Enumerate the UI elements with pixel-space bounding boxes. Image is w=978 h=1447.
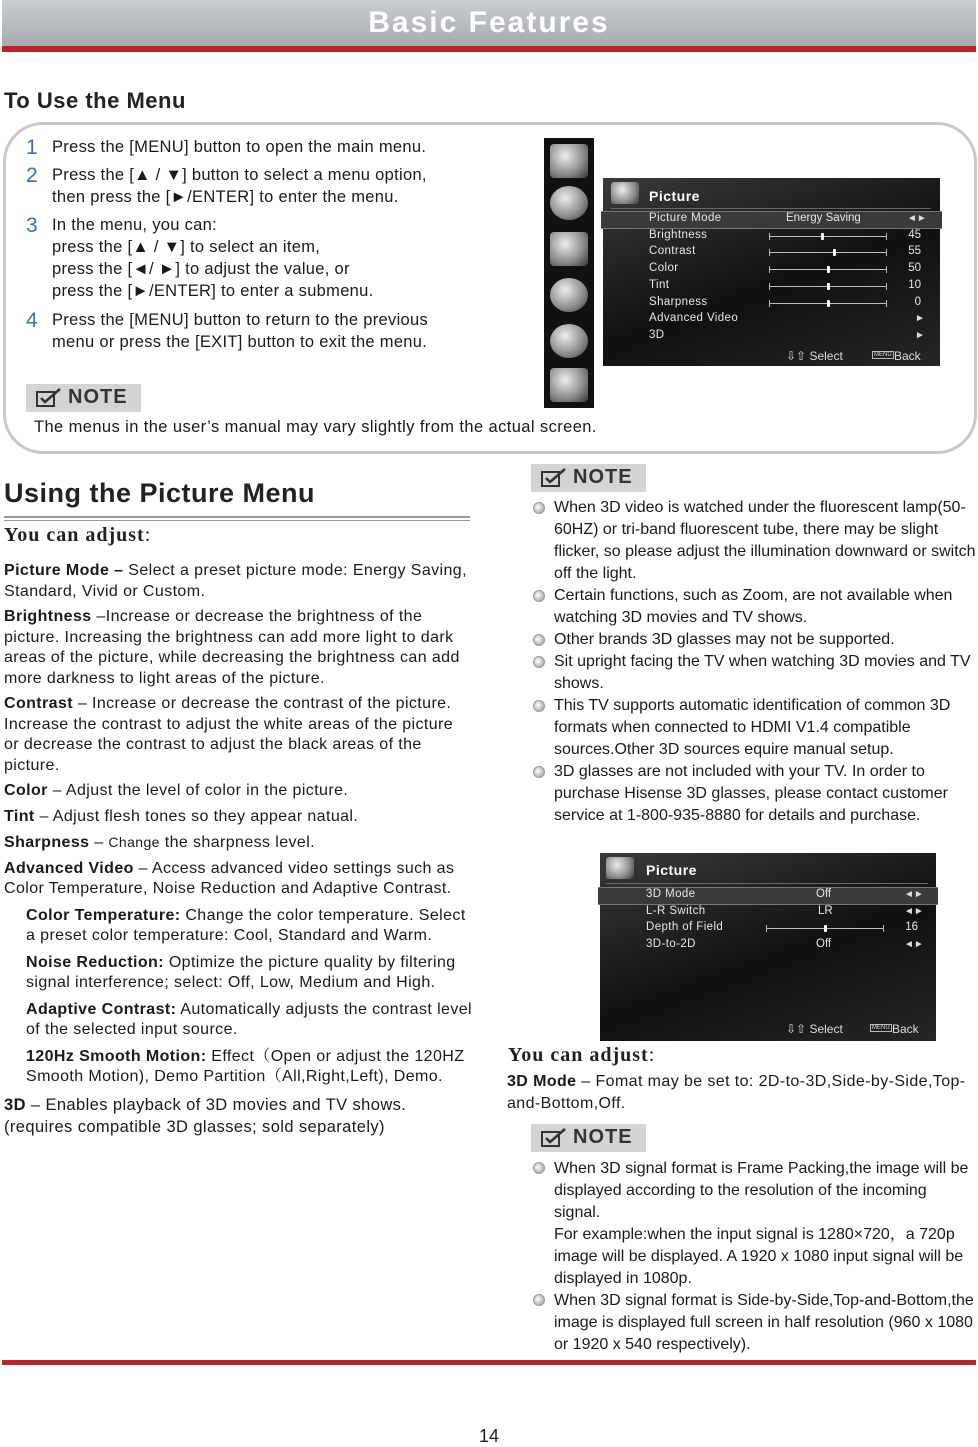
note-item: [530, 1290, 974, 1356]
desc: Change the color temperature. Select a preset color temperature: Cool, Standard and Warm.: [26, 906, 466, 944]
term: Picture Mode: [4, 562, 110, 579]
osd-row-value: 10: [908, 278, 921, 291]
step-line: press the [◄/ ►] to adjust the value, or: [52, 260, 350, 278]
step-line: menu or press the [EXIT] button to exit the menu.: [52, 333, 428, 351]
osd-row-label[interactable]: Picture Mode: [649, 212, 722, 224]
picture-icon: [606, 857, 634, 879]
desc: Increase or decrease the brightness of the picture. Increasing the brightness can add more light to dark areas of the picture, while decreasing the brightness can add more darkness to light areas of the picture.: [4, 608, 460, 687]
desc: Adjust flesh tones so they appear natual.: [52, 807, 359, 825]
sep: –: [91, 608, 106, 625]
item-tint: [4, 807, 472, 828]
note-text: Certain functions, such as Zoom, are not available when watching 3D movies and TV shows.: [554, 587, 953, 626]
osd-row-label[interactable]: Contrast: [649, 245, 696, 258]
step-line: Press the [MENU] button to return to the previous: [52, 311, 429, 329]
note-check-icon: [541, 1128, 567, 1148]
osd-slider[interactable]: [769, 236, 887, 237]
step-line: In the menu, you can:: [52, 216, 217, 234]
subitem-noise-reduction: [26, 953, 472, 994]
back-label: Back: [894, 349, 921, 363]
step-line: press the [▲ / ▼] to select an item,: [52, 238, 321, 256]
term: Color: [4, 782, 48, 799]
you-can-adjust: [508, 1044, 655, 1067]
desc: Access advanced video settings such as Color Temperature, Noise Reduction and Adaptive Contrast.: [4, 859, 455, 897]
back-label: Back: [892, 1022, 919, 1036]
osd-row-value: LR: [818, 904, 833, 917]
step-text: [52, 136, 426, 158]
note-item: [530, 695, 976, 761]
page-header-title: Basic Features: [368, 6, 610, 39]
left-right-arrows-icon[interactable]: ◄►: [904, 939, 924, 951]
note-item: [530, 1158, 974, 1290]
bullet-icon: [533, 656, 545, 668]
desc-small: Change: [108, 834, 160, 850]
step-text: [52, 164, 427, 208]
left-right-arrows-icon[interactable]: ◄►: [904, 905, 924, 917]
osd-row-value: 0: [914, 295, 921, 308]
bullet-icon: [533, 766, 545, 778]
subitem-color-temperature: [26, 906, 472, 947]
osd-divider: [611, 208, 931, 209]
desc: Select a preset picture mode: Energy Saving, Standard, Vivid or Custom.: [4, 562, 467, 600]
step-line: then press the [►/ENTER] to enter the menu.: [52, 188, 399, 206]
term: 3D Mode: [507, 1073, 577, 1090]
note-item: [530, 497, 976, 585]
picture-icon: [611, 182, 639, 204]
item-advanced-video: [4, 859, 472, 900]
note-list-3d: [530, 497, 976, 827]
item-3d-mode: [507, 1071, 973, 1115]
term: Noise Reduction:: [26, 953, 164, 971]
osd-slider[interactable]: [769, 269, 887, 270]
osd-row-label[interactable]: L-R Switch: [646, 904, 706, 917]
lock-icon: [550, 368, 588, 402]
note-item: [530, 585, 976, 629]
item-3d: [4, 1094, 472, 1138]
network-icon: [550, 278, 588, 312]
osd-row-value: Off: [816, 888, 832, 900]
sound-icon: [550, 186, 588, 220]
sep: –: [576, 1073, 596, 1090]
note-text: The menus in the user’s manual may vary slightly from the actual screen.: [34, 418, 597, 436]
osd-slider[interactable]: [766, 928, 884, 929]
picture-menu-items: [4, 561, 472, 1138]
osd-row-label[interactable]: 3D: [649, 328, 665, 341]
bullet-icon: [533, 1162, 545, 1174]
osd-3d-menu: [600, 853, 936, 1041]
sep: –: [72, 695, 92, 712]
note-check-icon: [541, 468, 567, 488]
menu-key-icon: MENU: [872, 1025, 890, 1031]
note-text: Sit upright facing the TV when watching 3D movies and TV shows.: [554, 653, 971, 692]
desc: Adjust the level of color in the picture.: [65, 782, 349, 799]
sep: –: [34, 807, 53, 825]
desc: Enables playback of 3D movies and TV shows. (requires compatible 3D glasses; sold separately): [4, 1095, 407, 1136]
colon: :: [144, 524, 152, 546]
slider-knob[interactable]: [827, 300, 830, 307]
osd-row-label[interactable]: Sharpness: [649, 295, 708, 308]
osd-row-value: Off: [816, 938, 832, 951]
note-label: NOTE: [573, 1126, 633, 1148]
step-line: Press the [▲ / ▼] button to select a menu option,: [52, 166, 427, 184]
desc: Increase or decrease the contrast of the picture. Increase the contrast to adjust the white areas of the picture or decrease the contrast to adjust the black areas of the picture.: [4, 695, 454, 774]
note-list-format: [530, 1158, 974, 1356]
note-text: When 3D signal format is Side-by-Side,Top-and-Bottom,the image is displayed full screen in half resolution (960 x 1080 or 1920 x 540 respectively).: [554, 1292, 974, 1353]
left-right-arrows-icon[interactable]: ◄►: [904, 889, 924, 900]
osd-row-label[interactable]: Depth of Field: [646, 921, 724, 934]
header-divider: [2, 46, 976, 52]
osd-title: Picture: [649, 188, 700, 204]
desc: the sharpness level.: [159, 834, 316, 851]
sep: –: [47, 782, 66, 799]
bullet-icon: [533, 700, 545, 712]
note-check-icon: [36, 388, 62, 408]
osd-slider[interactable]: [769, 252, 887, 253]
osd-select-hint: ⇩⇧ Select: [786, 1022, 843, 1036]
term: 120Hz Smooth Motion:: [26, 1047, 207, 1065]
osd-row-value: 50: [908, 262, 921, 275]
osd-row-label[interactable]: 3D Mode: [646, 888, 696, 900]
picture-icon: [550, 144, 588, 178]
osd-row-value: 55: [908, 245, 921, 258]
note-text: Other brands 3D glasses may not be supported.: [554, 631, 895, 648]
osd-divider: [606, 883, 928, 884]
step-line: Press the [MENU] button to open the main menu.: [52, 138, 427, 156]
term: Tint: [4, 807, 35, 825]
select-label: Select: [809, 1022, 843, 1036]
osd-slider[interactable]: [769, 303, 887, 304]
note-badge: [531, 464, 646, 492]
step-line: press the [►/ENTER] to enter a submenu.: [52, 282, 374, 300]
channel-icon: [550, 232, 588, 266]
osd-row-value: Energy Saving: [786, 212, 861, 224]
section-title-use-menu: To Use the Menu: [4, 88, 186, 113]
term: Color Temperature:: [26, 906, 181, 924]
note-example: For example:when the input signal is 1280×720，a 720p image will be displayed. A 1920 x 1080 input signal will be displayed in 1080p.: [554, 1226, 964, 1287]
sep: –: [89, 834, 109, 851]
bullet-icon: [533, 1294, 545, 1306]
advanced-subitems: [4, 906, 472, 1088]
osd-slider[interactable]: [769, 286, 887, 287]
bullet-icon: [533, 502, 545, 514]
osd-row-value: 45: [908, 228, 921, 241]
sep: –: [25, 1095, 46, 1114]
desc: Automatically adjusts the contrast level of the selected input source.: [26, 1000, 472, 1038]
note-item: [530, 629, 976, 651]
slider-knob[interactable]: [827, 266, 830, 273]
osd-row-label[interactable]: Advanced Video: [649, 312, 739, 325]
term: Adaptive Contrast:: [26, 1000, 177, 1018]
section-rule: [4, 516, 470, 518]
section-title-picture-menu: Using the Picture Menu: [4, 478, 316, 508]
note-badge: [531, 1124, 646, 1152]
slider-knob[interactable]: [824, 925, 827, 932]
step-number: 4: [26, 309, 38, 332]
note-text: When 3D signal format is Frame Packing,the image will be displayed according to the resolution of the incoming signal.: [554, 1160, 969, 1221]
subitem-adaptive-contrast: [26, 1000, 472, 1041]
step-number: 1: [26, 136, 38, 159]
note-text: When 3D video is watched under the fluorescent lamp(50-60HZ) or tri-band fluorescent tube, there may be slight flicker, so please adjust the illumination downward or switch off the light.: [554, 499, 976, 582]
you-can-adjust-label: You can adjust: [4, 524, 145, 546]
colon: :: [648, 1044, 656, 1066]
left-right-arrows-icon[interactable]: ◄►: [907, 213, 927, 224]
note-label: NOTE: [573, 466, 633, 488]
settings-gear-icon: [550, 324, 588, 358]
item-brightness: [4, 607, 472, 689]
sep: –: [133, 859, 152, 877]
bullet-icon: [533, 634, 545, 646]
osd-title: Picture: [646, 862, 697, 878]
menu-sidebar: [544, 138, 594, 408]
step-text: [52, 214, 374, 302]
term: 3D: [4, 1095, 26, 1114]
item-contrast: [4, 694, 472, 776]
menu-key-icon: MENU: [874, 352, 892, 358]
you-can-adjust-label: You can adjust: [508, 1044, 649, 1066]
note-badge: [26, 384, 141, 412]
you-can-adjust: [4, 524, 151, 547]
osd-row-label[interactable]: Brightness: [649, 228, 708, 241]
osd-row-label[interactable]: 3D-to-2D: [646, 938, 696, 951]
bullet-icon: [533, 590, 545, 602]
slider-knob[interactable]: [833, 249, 836, 256]
submenu-arrow-icon[interactable]: ►: [915, 313, 925, 325]
step-number: 3: [26, 214, 38, 237]
desc: Fomat may be set to: 2D-to-3D,Side-by-Side,Top-and-Bottom,Off.: [507, 1073, 966, 1112]
subitem-smooth-motion: [26, 1047, 472, 1088]
step-text: [52, 309, 428, 353]
step-number: 2: [26, 164, 38, 187]
submenu-arrow-icon[interactable]: ►: [915, 329, 925, 341]
select-label: Select: [809, 349, 843, 363]
desc: Optimize the picture quality by filtering signal interference; select: Off, Low, Medium and High.: [26, 953, 456, 991]
osd-row-value: 16: [905, 921, 918, 934]
term: Sharpness: [4, 834, 90, 851]
item-color: [4, 781, 472, 802]
desc: Effect（Open or adjust the 120HZ Smooth Motion), Demo Partition（All,Right,Left), Demo.: [26, 1047, 465, 1085]
sep: –: [109, 562, 129, 579]
term: Contrast: [4, 695, 73, 712]
osd-row-label[interactable]: Color: [649, 262, 679, 275]
note-item: [530, 761, 976, 827]
slider-knob[interactable]: [827, 283, 830, 290]
note-text: This TV supports automatic identification of common 3D formats when connected to HDMI V1.4 compatible sources.Other 3D sources equire manual setup.: [554, 697, 951, 758]
page-number: 14: [478, 1426, 500, 1446]
section-rule: [4, 520, 470, 521]
slider-knob[interactable]: [821, 233, 824, 240]
item-sharpness: [4, 832, 472, 854]
osd-row-label[interactable]: Tint: [649, 278, 670, 291]
note-label: NOTE: [68, 386, 128, 408]
item-picture-mode: [4, 561, 472, 602]
term: Advanced Video: [4, 859, 134, 877]
note-item: [530, 651, 976, 695]
note-text: 3D glasses are not included with your TV. In order to purchase Hisense 3D glasses, please contact customer service at 1-800-935-8880 for details and purchase.: [554, 763, 948, 824]
osd-select-hint: ⇩⇧ Select: [786, 349, 843, 363]
term: Brightness: [4, 608, 92, 625]
osd-picture-menu: [603, 178, 940, 366]
footer-divider: [2, 1360, 976, 1365]
